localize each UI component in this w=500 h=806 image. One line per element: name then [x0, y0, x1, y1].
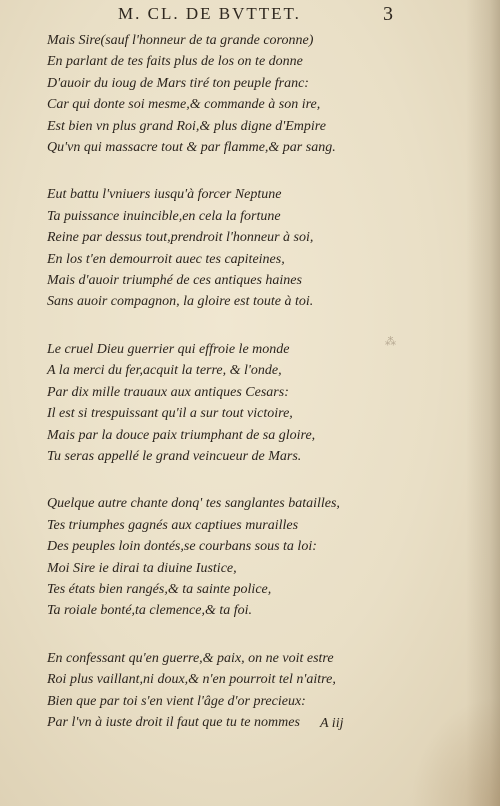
page-edge-shadow — [466, 0, 500, 806]
verse-line: A la merci du fer,acquit la terre, & l'onde, — [47, 363, 282, 379]
verse-line: Des peuples loin dontés,se courbans sous ta loi: — [47, 539, 317, 555]
stanza-2 — [47, 184, 467, 312]
signature-mark: A iij — [320, 716, 344, 731]
page-header — [0, 4, 500, 28]
page-number: 3 — [383, 3, 393, 25]
verse-line: Moi Sire ie dirai ta diuine Iustice, — [47, 560, 237, 576]
stanza-3 — [47, 339, 467, 467]
verse-line: Car qui donte soi mesme,& commande à son ire, — [47, 97, 321, 113]
verse-line: D'auoir du ioug de Mars tiré ton peuple franc: — [47, 75, 309, 91]
verse-line: Quelque autre chante donq' tes sanglantes batailles, — [47, 496, 340, 512]
stanza-1 — [47, 30, 467, 158]
verse-line: Par dix mille trauaux aux antiques Cesars: — [47, 384, 289, 400]
verse-line: En los t'en demourroit auec tes capiteines, — [47, 251, 285, 267]
verse-line: Mais Sire(sauf l'honneur de ta grande coronne) — [47, 33, 314, 48]
verse-line: Ta puissance inuincible,en cela la fortune — [47, 208, 281, 224]
verse-line: Roi plus vaillant,ni doux,& n'en pourroit tel n'aitre, — [47, 672, 336, 688]
verse-line: Tes états bien rangés,& ta sainte police, — [47, 581, 272, 597]
verse-line: Tu seras appellé le grand veincueur de Mars. — [47, 448, 302, 464]
verse-line: Mais d'auoir triumphé de ces antiques haines — [47, 273, 302, 289]
verse-line: Reine par dessus tout,prendroit l'honneur à soi, — [47, 230, 314, 246]
running-title: M. CL. DE BVTTET. — [118, 4, 301, 23]
stanza-4 — [47, 493, 467, 621]
verse-line: Bien que par toi s'en vient l'âge d'or precieux: — [47, 693, 306, 709]
verse-line: En confessant qu'en guerre,& paix, on ne voit estre — [47, 650, 334, 666]
verse-line: Qu'vn qui massacre tout & par flamme,& par sang. — [47, 140, 336, 156]
verse-line: Sans auoir compagnon, la gloire est toute à toi. — [47, 294, 314, 310]
faint-mark-icon: ⁂ — [385, 335, 396, 348]
verse-body — [47, 30, 467, 733]
verse-line: Il est si trespuissant qu'il a sur tout victoire, — [47, 406, 293, 422]
verse-line: Le cruel Dieu guerrier qui effroie le monde — [47, 341, 290, 357]
verse-line: Est bien vn plus grand Roi,& plus digne d'Empire — [47, 118, 326, 134]
verse-line: Ta roiale bonté,ta clemence,& ta foi. — [47, 603, 253, 619]
verse-line: Mais par la douce paix triumphant de sa gloire, — [47, 427, 316, 443]
verse-line: Tes triumphes gagnés aux captiues murailles — [47, 517, 299, 533]
verse-line: En parlant de tes faits plus de los on te donne — [47, 54, 303, 70]
verse-line: Par l'vn à iuste droit il faut que tu te nommes — [47, 714, 300, 730]
verse-line: Eut battu l'vniuers iusqu'à forcer Neptune — [47, 187, 282, 203]
stanza-5 — [47, 648, 467, 734]
